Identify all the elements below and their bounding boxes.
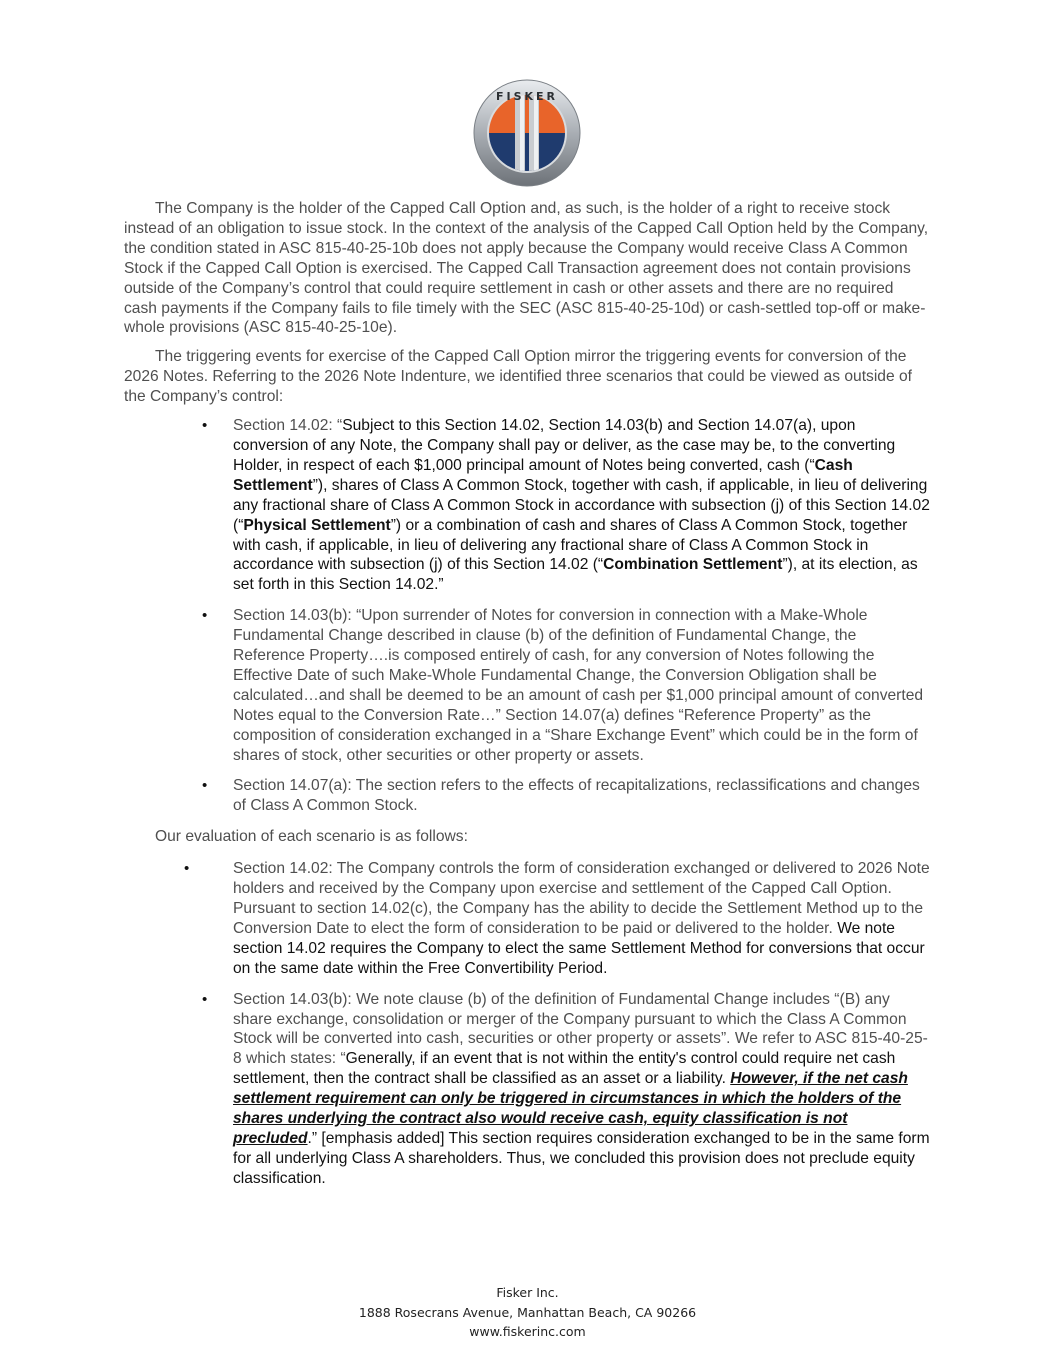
footer-address: 1888 Rosecrans Avenue, Manhattan Beach, CA 90266 (358, 1304, 697, 1320)
list-item: • Section 14.03(b): We note clause (b) of the definition of Fundamental Change includes “(B) any share exchange, consolidation or merger of the Company pursuant to which the Class A Common Stock will be converted into cash, securities or other property or assets”. We refer to ASC 815-40-25-8 which states: “Generally, if an event that is not within the entity's control could require net cash settlement, then the contract shall be classified as an asset or a liability. However, if the net cash settlement requirement can only be triggered in circumstances in which the holders of the shares underlying the contract also would receive cash, equity classification is not precluded.” [emphasis added] This section requires consideration exchanged to be in the same form for all underlying Class A shareholders. Thus, we concluded this provision does not preclude equity classification. (202, 990, 930, 1187)
list-item: • Section 14.02: “Subject to this Section 14.02, Section 14.03(b) and Section 14.07(a), upon conversion of any Note, the Company shall pay or deliver, as the case may be, to the converting Holder, in respect of each $1,000 principal amount of Notes being converted, cash (“Cash Settlement”), shares of Class A Common Stock, together with cash, if applicable, in lieu of delivering any fractional share of Class A Common Stock in accordance with subsection (j) of this Section 14.02 (“Physical Settlement”) or a combination of cash and shares of Class A Common Stock, together with cash, if applicable, in lieu of delivering any fractional share of Class A Common Stock in accordance with subsection (j) of this Section 14.02 (“Combination Settlement”), at its election, as set forth in this Section 14.02.” (202, 417, 930, 594)
footer-company: Fisker Inc. (496, 1285, 559, 1300)
bullet-icon: • (202, 607, 208, 625)
page-footer (0, 1283, 1055, 1342)
fisker-logo (472, 78, 582, 188)
document-body (124, 199, 930, 1200)
list-item: • Section 14.03(b): “Upon surrender of Notes for conversion in connection with a Make-Whole Fundamental Change described in clause (b) of the definition of Fundamental Change, the Reference Property….is composed entirely of cash, for any conversion of Notes following the Effective Date of such Make-Whole Fundamental Change, the Conversion Obligation shall be calculated…and shall be deemed to be an amount of cash per $1,000 principal amount of converted Notes equal to the Conversion Rate…” Section 14.07(a) defines “Reference Property” as the composition of consideration exchanged in a “Share Exchange Event” which could be in the form of shares of stock, other securities or other property or assets. (202, 607, 924, 764)
svg-text:FISKER: FISKER (495, 90, 559, 103)
fisker-logo-icon (472, 78, 582, 188)
list-item: • Section 14.07(a): The section refers to the effects of recapitalizations, reclassifications and changes of Class A Common Stock. (202, 777, 920, 815)
scenario-list (124, 416, 930, 816)
bullet-icon: • (202, 990, 208, 1008)
bullet-icon: • (202, 777, 208, 795)
paragraph-evaluation-intro: Our evaluation of each scenario is as follows: (155, 828, 468, 846)
footer-website: www.fiskerinc.com (469, 1324, 586, 1339)
emphasis-text: However, if the net cash settlement requirement can only be triggered in circumstances in which the holders of the shares underlying the contract also would receive cash, equity classification is not precluded (233, 1070, 908, 1147)
paragraph-capped-call: The Company is the holder of the Capped Call Option and, as such, is the holder of a right to receive stock instead of an obligation to issue stock. In the context of the analysis of the Capped Call Option held by the Company, the condition stated in ASC 815-40-25-10b does not apply because the Company would receive Class A Common Stock if the Capped Call Option is exercised. The Capped Call Transaction agreement does not contain provisions outside of the Company’s control that could require settlement in cash or other assets and there are no required cash payments if the Company fails to file timely with the SEC (ASC 815-40-25-10d) or cash-settled top-off or make-whole provisions (ASC 815-40-25-10e). (124, 200, 929, 337)
list-item: • Section 14.02: The Company controls the form of consideration exchanged or delivered to 2026 Note holders and received by the Company upon exercise and settlement of the Capped Call Option. Pursuant to section 14.02(c), the Company has the ability to decide the Settlement Method up to the Conversion Date to elect the form of consideration to be paid or delivered to the holder. We note section 14.02 requires the Company to elect the same Settlement Method for conversions that occur on the same date within the Free Convertibility Period. (184, 860, 930, 977)
bullet-icon: • (184, 860, 190, 878)
paragraph-triggering-events: The triggering events for exercise of the Capped Call Option mirror the triggering events for conversion of the 2026 Notes. Referring to the 2026 Note Indenture, we identified three scenarios that could be viewed as outside of the Company’s control: (124, 348, 912, 406)
evaluation-list (124, 859, 930, 1189)
bullet-icon: • (202, 417, 208, 435)
